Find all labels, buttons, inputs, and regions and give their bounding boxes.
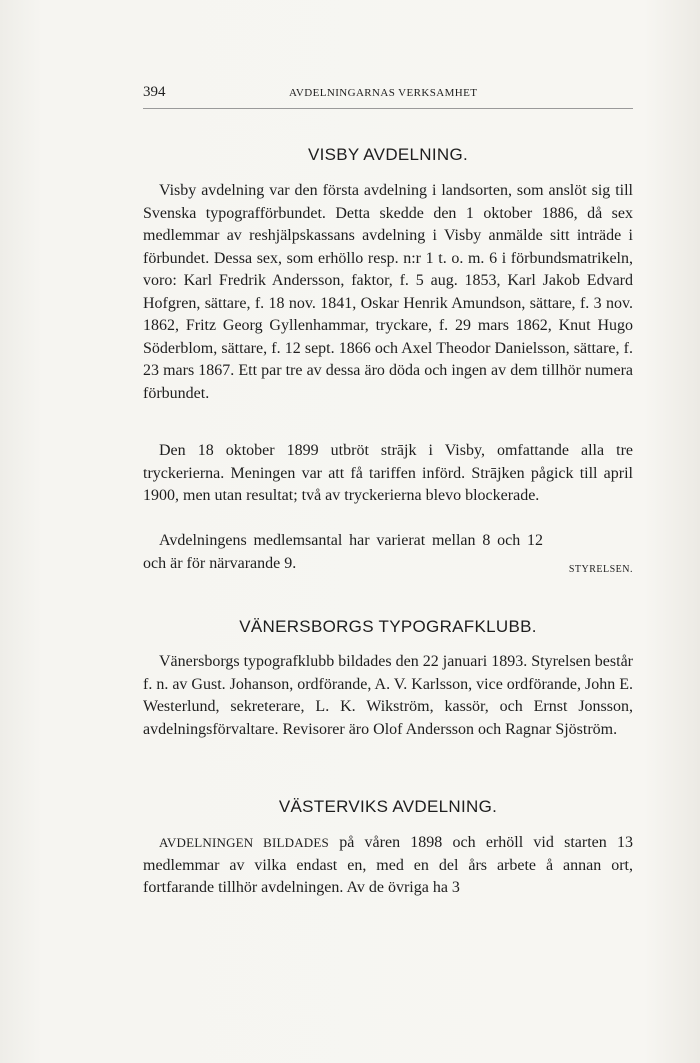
running-title: AVDELNINGARNAS VERKSAMHET bbox=[289, 87, 478, 99]
section-heading-visby: VISBY AVDELNING. bbox=[307, 145, 469, 164]
visby-paragraph-1: Visby avdelning var den första avdelning i landsorten, som anslöt sig till Svenska typografförbundet. Detta skedde den 1 oktober 1886, då sex medlemmar av reshjälpskassans avdelning i Visby anmälde sitt inträde i förbundet. Dessa sex, som erhöllo resp. n:r 1 t. o. m. 6 i förbundsmatrikeln, voro: Karl Fredrik Andersson, faktor, f. 5 aug. 1853, Karl Jakob Edvard Hofgren, sättare, f. 18 nov. 1841, Oskar Henrik Amundson, sättare, f. 3 nov. 1862, Fritz Georg Gyllenhammar, tryckare, f. 29 mars 1862, Knut Hugo Söderblom, sättare, f. 12 sept. 1866 och Axel Theodor Danielsson, sättare, f. 23 mars 1867. Ett par tre av dessa äro döda och ingen av dem tillhör numera förbundet. bbox=[143, 182, 633, 402]
vanersborg-paragraph: Vänersborgs typografklubb bildades den 22 januari 1893. Styrelsen består f. n. av Gust. Johanson, ordförande, A. V. Karlsson, vice ordförande, John E. Westerlund, sekreterare, L. K. Wikström, kassör, och Ernst Jonsson, avdelningsförvaltare. Revisorer äro Olof Andersson och Ragnar Sjöström. bbox=[143, 653, 633, 738]
page-header bbox=[143, 84, 633, 109]
page-number: 394 bbox=[143, 84, 166, 100]
vastervik-paragraph bbox=[143, 832, 633, 900]
visby-paragraph-3: Avdelningens medlemsantal har varierat mellan 8 och 12 och är för närvarande 9. bbox=[143, 532, 543, 572]
visby-signature: STYRELSEN. bbox=[568, 564, 633, 575]
section-heading-vanersborg: VÄNERSBORGS TYPOGRAFKLUBB. bbox=[239, 617, 537, 636]
visby-paragraph-2: Den 18 oktober 1899 utbröt strājk i Visby, omfattande alla tre tryckerierna. Meningen var att få tariffen införd. Strājken pågick till april 1900, men utan resultat; två av tryckerierna blevo blockerade. bbox=[143, 442, 633, 504]
vastervik-lead-in: AVDELNINGEN BILDADES bbox=[159, 835, 329, 850]
vastervik-paragraph-text: på våren 1898 och erhöll vid starten 13 medlemmar av vilka endast en, med en del års arbete å annan ort, fortfarande tillhör avdelningen. Av de övriga ha 3 bbox=[143, 834, 633, 896]
section-heading-vastervik: VÄSTERVIKS AVDELNING. bbox=[278, 797, 498, 816]
